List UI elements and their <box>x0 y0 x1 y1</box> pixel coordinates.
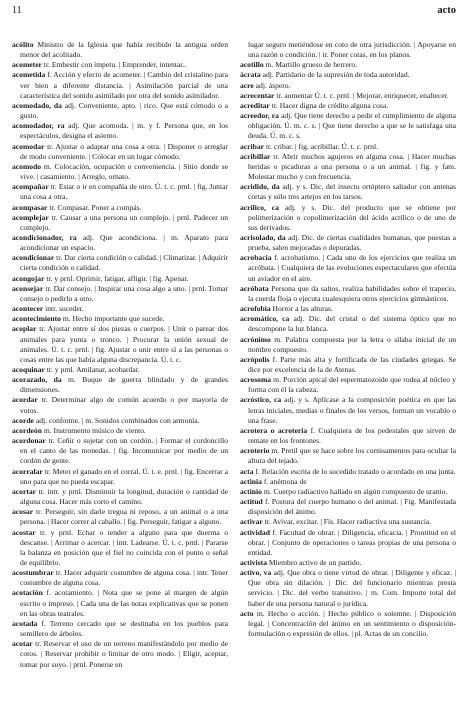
definition: f. Postura del cuerpo humano o del animal. | Fig. Manifestada disposición del ánimo. <box>248 497 456 517</box>
definition: adj. Que acondiciona. | m. Aparato para acondicionar un espacio. <box>20 232 228 253</box>
dictionary-entry <box>12 40 228 60</box>
definition: m. Buque de guerra blindado y de grandes dimensiones. <box>20 375 228 395</box>
headword: acomplejar <box>12 212 49 222</box>
definition: m. Martillo grueso de herrero. <box>263 60 358 70</box>
headword: acrosoma <box>240 375 272 385</box>
dictionary-columns <box>12 40 456 704</box>
headword: actinio <box>240 486 262 496</box>
headword: activista <box>240 557 267 567</box>
dictionary-entry <box>240 284 456 304</box>
dictionary-entry <box>240 446 456 466</box>
headword: acomodado, da <box>12 100 62 110</box>
headword: acondicionador, ra <box>12 232 77 242</box>
definition: tr. Perseguir, sin darle tregua ni reposo, a un animal o a una persona. | Hacer correr al caballo. | fig. Perseguir, fatigar a alguno. <box>20 507 228 527</box>
definition: adj. Dic. de ciertas cualidades humanas, que puestas a prueba, salen mejoradas o depuradas. <box>248 232 456 253</box>
definition: m. Palabra compuesta por la letra o sílaba inicial de un nombre compuesto. <box>248 334 456 354</box>
headword: acontecer <box>12 304 44 314</box>
dictionary-entry <box>240 304 456 314</box>
headword: acridido, da <box>240 182 280 192</box>
headword: acometer <box>12 60 42 70</box>
definition: tr. Dar consejo. | Inspirar una cosa algo a uno. | prnl. Tomar consejo o pedirlo a otro. <box>20 283 228 303</box>
dictionary-entry <box>240 142 456 152</box>
definition: m. Instrumento músico de viento. <box>41 425 146 435</box>
dictionary-entry <box>12 253 228 273</box>
definition: tr. y prnl. Oprimir, fatigar, afligir. | fig. Apenar. <box>44 273 189 283</box>
dictionary-entry <box>240 91 456 101</box>
dictionary-entry <box>12 436 228 466</box>
dictionary-entry <box>12 426 228 436</box>
dictionary-entry <box>12 528 228 569</box>
headword: acrisolado, da <box>240 232 286 242</box>
headword: acromático, ca <box>240 314 290 324</box>
definition: adj. Que acomoda. | m. y f. Persona que, en los espectáculos, designa el asiento. <box>20 121 228 141</box>
headword: acostumbrar <box>12 568 54 578</box>
definition: Miembro activo de un partido. <box>267 557 362 567</box>
dictionary-entry <box>240 60 456 70</box>
definition: f. acrobatismo. | Cada uno de los ejercicios que realiza un acróbata. | Cualquiera de las evoluciones espectaculares que efectúa un aviador en el aire. <box>248 253 456 283</box>
definition: m. Porción apical del espermatozoide que rodea al núcleo y forma con él la cabeza. <box>248 375 456 395</box>
definition: f. Terreno cercado que se destinaba en los pueblos para semillero de árboles. <box>20 618 228 639</box>
definition: tr. Ceñir o sujetar con un cordón. | Formar el cordoncillo en el canto de las monedas. | fig. Incomunicar por medio de un cordón de gente. <box>20 436 228 466</box>
dictionary-entry <box>12 416 228 426</box>
definition: adj. Que obra o tiene virtud de obrar. | Diligente y eficaz. | Que obra sin dilación. | Dic. del funcionario mientras presta servicio. | Dic. del verbo transitivo. | m. Com. Importe total del haber de una persona natural o jurídica. <box>248 568 456 608</box>
definition: tr. Abrir muchos agujeros en alguna cosa. | Hacer muchas heridas o picaduras a una persona o a un animal. | fig. y fam. Molestar mucho y con frecuencia. <box>248 151 456 182</box>
definition: tr. Embestir con ímpetu. | Emprender, intentar.. <box>41 60 187 70</box>
headword: acompasar <box>12 202 48 212</box>
definition: lugar seguro metiéndose en coto de otra jurisdicción. | Apoyarse en una razón o condición. | tr. Poner cotas, en los planos. <box>248 40 456 60</box>
headword: acordonar <box>12 436 46 446</box>
dictionary-entry <box>240 568 456 609</box>
definition: tr. aumentar Ú. t. c. prnl. | Mejorar, enriquecer, enaltecer. <box>274 90 449 100</box>
dictionary-entry <box>240 477 456 487</box>
definition: tr. y prnl. Amilanar, acobardar. <box>44 365 140 374</box>
dictionary-entry <box>240 487 456 497</box>
headword: acorazado, da <box>12 375 62 385</box>
dictionary-entry <box>240 203 456 233</box>
headword: acoquinar <box>12 365 45 374</box>
headword: acróstico, ca <box>240 395 282 405</box>
definition: tr. cribar. | fig. acribillar. Ú. t. c. prnl. <box>264 141 378 151</box>
dictionary-entry <box>12 233 228 253</box>
definition: tr. Meter el ganado en el corral. Ú. t. e. prnl. | fig. Encerrar a uno para que no pueda escapar. <box>20 466 228 486</box>
headword: acrílico, ca <box>240 202 279 212</box>
headword: acordeón <box>12 425 42 435</box>
dictionary-entry <box>12 101 228 121</box>
dictionary-entry <box>240 558 456 568</box>
headword: actinia <box>240 476 262 486</box>
headword: activar <box>240 517 263 527</box>
definition: tr. Dar cierta condición o calidad. | Climatizar. | Adquirir cierta condición o calidad. <box>20 253 228 273</box>
definition: f. acotamiento. | Nota que se pone al margen de algún escrito o impreso. | Cada una de las notas explicativas que se ponen en las obras teatrales. <box>20 588 228 618</box>
headword: acrotera o acroteria <box>240 425 308 435</box>
dictionary-entry <box>240 233 456 253</box>
definition: tr. Determinar algo de común acuerdo o por mayoría de votos. <box>20 395 228 415</box>
definition: tr. intr. y prnl. Disminuir la longitud, duración o cantidad de alguna cosa. Hacer más corto el camino. <box>20 486 228 507</box>
definition: adj. y s. Dic. del insecto ortóptero saltador con antenas cortas y sólo tres artejos en los tarsos. <box>248 182 456 202</box>
definition: f. Parte más alta y fortificada de las ciudades griegas. Se dice por excelencia de la de Atenas. <box>248 354 456 374</box>
definition: m. Pretil que se hace sobre los cornisamentos para ocultar la altura del tejado. <box>248 446 456 466</box>
dictionary-entry <box>12 70 228 100</box>
headword: acontecimiento <box>12 314 61 324</box>
dictionary-entry <box>240 375 456 395</box>
dictionary-entry <box>12 142 228 162</box>
headword: acribillar <box>240 151 271 161</box>
headword: aconsejar <box>12 283 44 293</box>
definition: tr. Compasar. Poner a compás. <box>47 202 142 212</box>
headword: acta <box>240 466 254 476</box>
headword: acometida <box>12 70 46 80</box>
page-number: 11 <box>12 5 22 16</box>
headword: acre <box>240 80 254 90</box>
definition: intr. suceder. <box>43 304 84 314</box>
definition: tr. Estar o ir en compañía de otro. Ú. t. c. prnl. | fig. Juntar una cosa a otra. <box>20 182 228 202</box>
definition: tr. Ajustar entre sí dos piezas o cuerpos. | Unir o parear dos animales para yunta o tronco. | Procurar la unión sexual de animales. Ú. t. c. prnl. | fig. Ajustar o unir entre sí a las personas o cosas entre las que había alguna discrepancia. Ú. t. c. <box>20 324 228 364</box>
dictionary-entry <box>12 568 228 588</box>
headword: acribar <box>240 141 265 151</box>
definition: f. Cualquiera de los pedestales que sirven de remate en los frontones. <box>248 425 456 446</box>
page-header <box>12 5 456 21</box>
definition: adj. Conveniente, apto. | rico. Que está cómodo o a gusto. <box>20 100 228 121</box>
headword: actitud <box>240 497 263 507</box>
headword: acomodador, ra <box>12 121 65 131</box>
headword: acotillo <box>240 60 264 70</box>
definition: m. Cuerpo radiactivo hallado en algún compuesto de uranio. <box>261 486 448 496</box>
dictionary-entry <box>12 639 228 669</box>
headword: acrobacia <box>240 253 272 263</box>
definition: adj. conforme. | m. Sonidos combinados con armonía. <box>33 415 200 425</box>
headword: acrecentar <box>240 90 275 100</box>
definition: f. Relación escrita de lo sucedido tratado o acordado en una junta. <box>253 466 456 476</box>
headword: acomodo <box>12 161 42 171</box>
definition: tr. Reservar el uso de un terreno manifestándolo por medio de cotos. | Reservar prohibir o limitar de otro modo. | Eligir, aceptar, tomar por suyo. | prnl. Ponerse en <box>20 639 228 669</box>
headword: acotar <box>12 639 33 649</box>
dictionary-entry <box>12 60 228 70</box>
dictionary-entry <box>240 70 456 80</box>
definition: tr. y prnl. Echar o tender a alguno para que duerma o descanse. | Arrimar o acercar. | intr. Ladearse. Ú. t. c. prnl. | Pararse la balanza en posición que el fiel no coincida con el punto o señal de equilibrio. <box>20 527 228 567</box>
dictionary-entry <box>12 304 228 314</box>
dictionary-entry <box>12 365 228 375</box>
headword: actividad <box>240 527 270 537</box>
headword: acotada <box>12 618 38 628</box>
headword: acompañar <box>12 182 49 192</box>
dictionary-entry <box>12 487 228 507</box>
dictionary-entry <box>12 314 228 324</box>
headword: acordar <box>12 395 38 405</box>
headword: acrónimo <box>240 334 271 344</box>
dictionary-entry <box>12 162 228 182</box>
headword: acto <box>240 608 254 618</box>
definition: m. Hecho o acción. | Hecho público o solemne. | Disposición legal. | Concentración del ánimo en un sentimiento o disposición-formulación o expresión de ellos. | pl. Actas de un concilio. <box>248 608 456 639</box>
dictionary-entry <box>240 426 456 446</box>
dictionary-entry <box>240 40 456 60</box>
running-head: acto <box>437 5 456 16</box>
dictionary-entry <box>12 507 228 527</box>
definition: f. Facultad de obrar. | Diligencia, eficacia. | Prontitud en el obrar. | Conjunto de operaciones o tareas propias de una persona o entidad. <box>248 527 456 557</box>
headword: acorralar <box>12 466 43 476</box>
definition: f. anémona de <box>261 476 307 486</box>
definition: m. Hecho importante que sucede. <box>60 314 165 324</box>
definition: Horror a las alturas. <box>270 304 333 314</box>
dictionary-entry <box>12 619 228 639</box>
dictionary-entry <box>240 253 456 283</box>
headword: acostar <box>12 527 36 537</box>
headword: ácrata <box>240 70 261 80</box>
headword: acongojar <box>12 273 45 283</box>
headword: acreditar <box>240 100 270 110</box>
definition: tr. Ajustar o adaptar una cosa a otra. | Disponer o arreglar de modo conveniente. | Colocar en un lugar cómodo. <box>20 141 228 161</box>
headword: acólito <box>12 40 34 49</box>
headword: acondicionar <box>12 253 55 263</box>
definition: Persona que da saltos, realiza habilidades sobre el trapecio, la cuerda floja o ejecuta cualesquiera otros ejercicios gimnásticos. <box>248 283 456 303</box>
dictionary-entry <box>240 395 456 425</box>
right-column <box>240 40 456 704</box>
definition: m. Colocación, ocupación o conveniencia. | Sitio donde se vive. | casamiento. | Arreglo, ornato. <box>20 161 228 182</box>
definition: adj. Dic. del cristal o del sistema óptico que no descompone la luz blanca. <box>248 314 456 334</box>
dictionary-entry <box>240 517 456 527</box>
dictionary-entry <box>12 274 228 284</box>
dictionary-entry <box>240 335 456 355</box>
definition: adj. y s. Dic. del producto que se obtiene por polimerización o copolimerización del ácido acrílico o de uno de sus derivados. <box>248 202 456 232</box>
headword: acoplar <box>12 324 37 334</box>
definition: Ministro de la Iglesia que había recibido la antigua orden menor del acolitado. <box>20 40 228 60</box>
headword: acorde <box>12 415 34 425</box>
dictionary-entry <box>12 284 228 304</box>
dictionary-entry <box>12 121 228 141</box>
dictionary-entry <box>240 355 456 375</box>
definition: adj. Que tiene derecho a pedir el cumplimiento de alguna obligación. Ú. m. c. s. | Que tiene derecho a que se le satisfaga una deuda. Ú. m. c. s. <box>248 111 456 141</box>
headword: acroterio <box>240 446 270 456</box>
dictionary-entry <box>240 101 456 111</box>
definition: f. Acción y efecto de acometer. | Cambio del cristalino para ver bien a diferente distancia. | Asimilación parcial de una característica del sonido asimilado por otra del sonido asimilador. <box>20 70 228 100</box>
definition: tr. Avivar, excitar. | Fís. Hacer radiactiva una sustancia. <box>262 517 432 527</box>
headword: acortar <box>12 486 37 496</box>
dictionary-entry <box>12 203 228 213</box>
dictionary-entry <box>12 467 228 487</box>
headword: acrofobia <box>240 304 271 314</box>
dictionary-entry <box>12 588 228 618</box>
headword: acomodar <box>12 141 45 151</box>
definition: tr. Hacer adquirir costumbre de alguna cosa. | intr. Tener costumbre de alguna cosa. <box>20 568 228 588</box>
dictionary-entry <box>12 375 228 395</box>
headword: acróbata <box>240 283 269 293</box>
headword: activo, va <box>240 568 272 578</box>
dictionary-entry <box>240 314 456 334</box>
left-column <box>12 40 228 704</box>
dictionary-entry <box>240 81 456 91</box>
dictionary-entry <box>12 395 228 415</box>
definition: adj. áspero. <box>253 80 291 90</box>
headword: acreedor, ra <box>240 111 279 121</box>
dictionary-entry <box>240 609 456 639</box>
dictionary-entry <box>240 152 456 182</box>
dictionary-entry <box>12 324 228 365</box>
dictionary-entry <box>240 182 456 202</box>
definition: tr. Causar a una persona un complejo. | prnl. Padecer un complejo. <box>20 212 228 232</box>
dictionary-entry <box>12 213 228 233</box>
definition: adj. y s. Aplícase a la composición poética en que las letras iniciales, medias o finales de los versos, forman un vocablo o una frase. <box>248 395 456 425</box>
headword: acosar <box>12 507 34 517</box>
headword: acotación <box>12 588 43 598</box>
headword: acrópolis <box>240 354 270 364</box>
definition: tr. Hacer digna de crédito alguna cosa. <box>269 100 389 110</box>
dictionary-entry <box>12 182 228 202</box>
dictionary-entry <box>240 497 456 517</box>
dictionary-entry <box>240 111 456 141</box>
dictionary-entry <box>240 467 456 477</box>
definition: adj. Partidario de la supresión de toda autoridad. <box>260 70 410 80</box>
dictionary-entry <box>240 528 456 558</box>
